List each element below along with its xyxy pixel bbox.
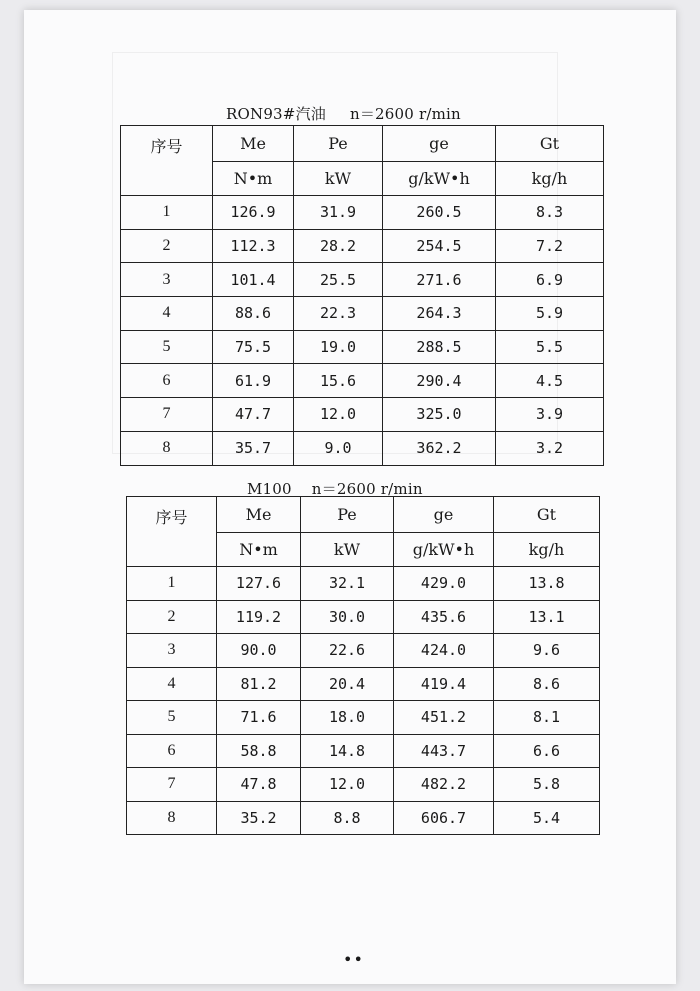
row-number-cell: 4 [127,667,217,701]
value-cell: 254.5 [383,229,496,263]
table-row [127,634,600,668]
table-row [127,734,600,768]
row-number-cell: 6 [127,734,217,768]
table1-caption [226,103,461,124]
table2-speed: n＝2600 r/min [311,480,423,498]
row-number-cell: 8 [127,801,217,835]
value-cell: 3.9 [496,398,604,432]
row-number-cell: 7 [127,768,217,802]
value-cell: 9.6 [494,634,600,668]
value-cell: 88.6 [213,297,294,331]
value-cell: 61.9 [213,364,294,398]
value-cell: 22.6 [301,634,394,668]
table-row [121,398,604,432]
table-row [127,600,600,634]
table-row [127,801,600,835]
table-row [121,263,604,297]
value-cell: 482.2 [394,768,494,802]
value-cell: 71.6 [217,701,301,735]
value-cell: 4.5 [496,364,604,398]
value-cell: 362.2 [383,431,496,465]
value-cell: 12.0 [301,768,394,802]
value-cell: 18.0 [301,701,394,735]
value-cell: 429.0 [394,567,494,601]
value-cell: 13.1 [494,600,600,634]
table-row [127,768,600,802]
value-cell: 5.5 [496,330,604,364]
header-cell: ge [383,126,496,162]
unit-cell: g/kW•h [394,533,494,567]
row-number-cell: 7 [121,398,213,432]
value-cell: 22.3 [294,297,383,331]
value-cell: 20.4 [301,667,394,701]
header-cell: ge [394,497,494,533]
table-row [121,364,604,398]
value-cell: 25.5 [294,263,383,297]
header-cell: Gt [494,497,600,533]
row-number-cell: 2 [121,229,213,263]
row-number-cell: 1 [127,567,217,601]
value-cell: 28.2 [294,229,383,263]
value-cell: 75.5 [213,330,294,364]
value-cell: 47.8 [217,768,301,802]
unit-cell: N•m [213,162,294,196]
table-row [121,196,604,230]
row-number-cell: 3 [127,634,217,668]
value-cell: 8.1 [494,701,600,735]
header-row [121,126,604,162]
value-cell: 14.8 [301,734,394,768]
value-cell: 5.4 [494,801,600,835]
unit-cell: kg/h [494,533,600,567]
value-cell: 32.1 [301,567,394,601]
value-cell: 47.7 [213,398,294,432]
value-cell: 288.5 [383,330,496,364]
value-cell: 126.9 [213,196,294,230]
value-cell: 90.0 [217,634,301,668]
header-cell: Pe [294,126,383,162]
value-cell: 35.7 [213,431,294,465]
value-cell: 451.2 [394,701,494,735]
value-cell: 8.3 [496,196,604,230]
table-row [121,229,604,263]
header-cell: Gt [496,126,604,162]
header-cell: Pe [301,497,394,533]
table-row [127,567,600,601]
value-cell: 5.9 [496,297,604,331]
header-cell: Me [213,126,294,162]
value-cell: 271.6 [383,263,496,297]
value-cell: 15.6 [294,364,383,398]
unit-cell: kg/h [496,162,604,196]
value-cell: 35.2 [217,801,301,835]
value-cell: 101.4 [213,263,294,297]
value-cell: 435.6 [394,600,494,634]
value-cell: 9.0 [294,431,383,465]
table-row [121,431,604,465]
row-number-cell: 5 [127,701,217,735]
value-cell: 264.3 [383,297,496,331]
value-cell: 81.2 [217,667,301,701]
header-cell: 序号 [121,126,213,196]
unit-cell: kW [294,162,383,196]
header-cell: Me [217,497,301,533]
value-cell: 5.8 [494,768,600,802]
unit-cell: N•m [217,533,301,567]
value-cell: 13.8 [494,567,600,601]
row-number-cell: 5 [121,330,213,364]
unit-cell: kW [301,533,394,567]
value-cell: 12.0 [294,398,383,432]
row-number-cell: 3 [121,263,213,297]
unit-cell: g/kW•h [383,162,496,196]
row-number-cell: 6 [121,364,213,398]
value-cell: 19.0 [294,330,383,364]
table2-fuel: M100 [247,480,292,498]
row-number-cell: 4 [121,297,213,331]
value-cell: 30.0 [301,600,394,634]
value-cell: 119.2 [217,600,301,634]
value-cell: 112.3 [213,229,294,263]
table1-fuel: RON93#汽油 [226,105,326,123]
row-number-cell: 2 [127,600,217,634]
header-cell: 序号 [127,497,217,567]
table-row [121,330,604,364]
value-cell: 290.4 [383,364,496,398]
value-cell: 31.9 [294,196,383,230]
value-cell: 419.4 [394,667,494,701]
ron93-table [120,125,604,466]
value-cell: 6.6 [494,734,600,768]
value-cell: 8.6 [494,667,600,701]
value-cell: 3.2 [496,431,604,465]
table1-speed: n＝2600 r/min [349,105,461,123]
table-row [127,667,600,701]
table-row [121,297,604,331]
value-cell: 424.0 [394,634,494,668]
table-row [127,701,600,735]
value-cell: 606.7 [394,801,494,835]
page-footer-mark: •• [343,950,364,969]
value-cell: 8.8 [301,801,394,835]
value-cell: 325.0 [383,398,496,432]
value-cell: 58.8 [217,734,301,768]
value-cell: 6.9 [496,263,604,297]
value-cell: 7.2 [496,229,604,263]
value-cell: 260.5 [383,196,496,230]
header-row [127,497,600,533]
value-cell: 127.6 [217,567,301,601]
row-number-cell: 8 [121,431,213,465]
value-cell: 443.7 [394,734,494,768]
row-number-cell: 1 [121,196,213,230]
m100-table [126,496,600,835]
